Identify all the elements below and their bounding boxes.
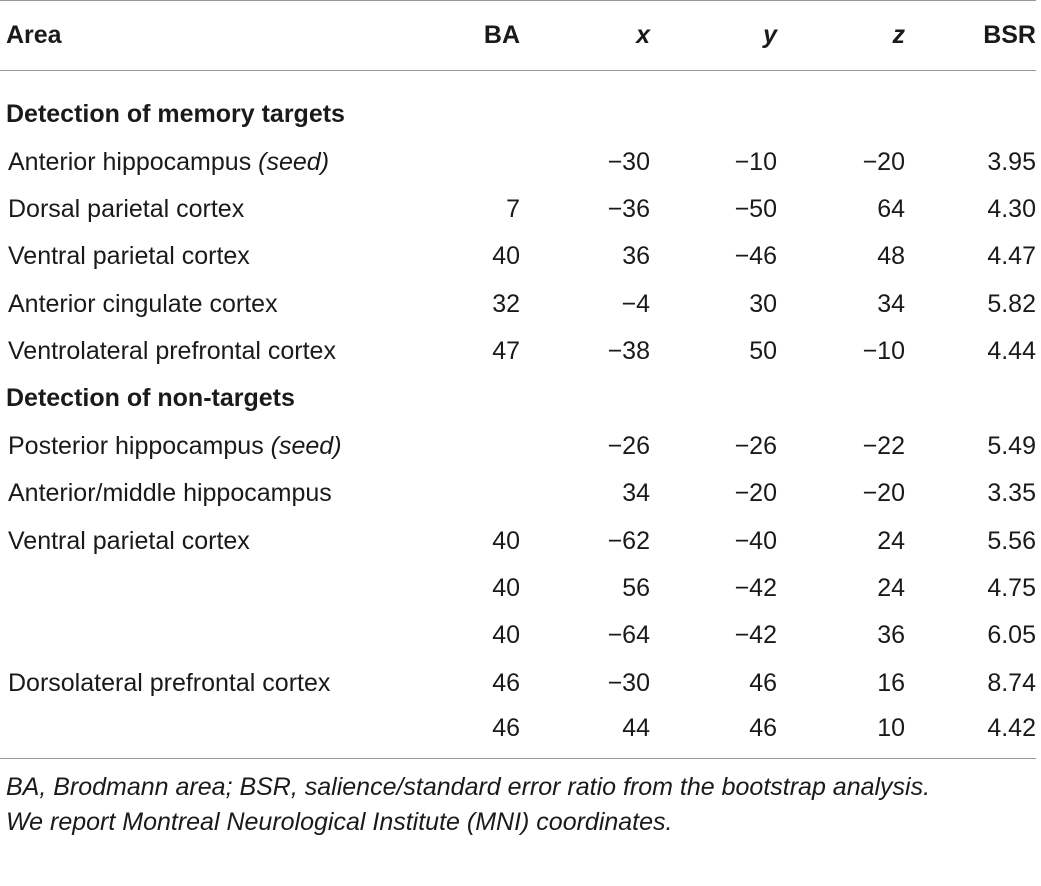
cell-bsr: 4.44: [987, 336, 1036, 365]
cell-x: −36: [607, 194, 650, 223]
cell-y: 46: [749, 668, 777, 697]
cell-area: [0, 565, 420, 612]
area-name: Posterior hippocampus: [8, 432, 264, 461]
section-title: Detection of memory targets: [6, 100, 345, 129]
table-row: [0, 280, 1036, 327]
cell-z: −10: [862, 336, 905, 365]
table-row: [0, 470, 1036, 517]
cell-bsr: 4.30: [987, 194, 1036, 223]
header-x: x: [636, 21, 650, 49]
cell-z: 16: [877, 668, 905, 697]
cell-bsr: 4.42: [987, 714, 1036, 743]
cell-ba: 46: [492, 668, 520, 697]
cell-area: [0, 470, 420, 517]
header-row: [0, 1, 1036, 71]
cell-y: −20: [734, 479, 777, 508]
cell-area: [0, 139, 420, 186]
cell-y: −50: [734, 194, 777, 223]
cell-x: −30: [607, 668, 650, 697]
cell-bsr: 5.82: [987, 289, 1036, 318]
cell-ba: [420, 470, 520, 517]
cell-y: −42: [734, 621, 777, 650]
table-row: [0, 233, 1036, 280]
table-row: [0, 139, 1036, 186]
area-name: Dorsolateral prefrontal cortex: [8, 668, 331, 697]
area-name: Dorsal parietal cortex: [8, 194, 245, 223]
cell-bsr: 8.74: [987, 668, 1036, 697]
cell-area: [0, 423, 420, 470]
area-name: Ventral parietal cortex: [8, 242, 250, 271]
header-z: z: [892, 21, 905, 49]
cell-x: 34: [622, 479, 650, 508]
area-name: Ventrolateral prefrontal cortex: [8, 336, 336, 365]
cell-ba: 32: [492, 289, 520, 318]
cell-z: 64: [877, 194, 905, 223]
table-header: [0, 1, 1036, 71]
cell-x: 56: [622, 574, 650, 603]
table-row: [0, 328, 1036, 375]
table-body: [0, 71, 1036, 759]
cell-z: −20: [862, 147, 905, 176]
cell-area: [0, 186, 420, 233]
table-row: [0, 186, 1036, 233]
section-header-row: [0, 71, 1036, 139]
table-row: [0, 612, 1036, 659]
cell-y: 30: [749, 289, 777, 318]
cell-z: −22: [862, 432, 905, 461]
cell-z: 34: [877, 289, 905, 318]
table-row: [0, 565, 1036, 612]
header-ba: BA: [483, 21, 520, 49]
area-name: Anterior hippocampus: [8, 147, 252, 176]
table-row: [0, 518, 1036, 565]
cell-z: −20: [862, 479, 905, 508]
cell-ba: [420, 423, 520, 470]
cell-x: −26: [607, 432, 650, 461]
cell-x: −64: [607, 621, 650, 650]
cell-ba: 47: [492, 336, 520, 365]
table-row: [0, 707, 1036, 759]
cell-y: −10: [734, 147, 777, 176]
seed-label: (seed): [270, 432, 342, 461]
section-header-row: [0, 375, 1036, 423]
cell-area: [0, 233, 420, 280]
cell-bsr: 5.56: [987, 526, 1036, 555]
table-row: [0, 423, 1036, 470]
cell-z: 24: [877, 574, 905, 603]
cell-bsr: 5.49: [987, 432, 1036, 461]
cell-area: [0, 280, 420, 327]
area-name: Anterior/middle hippocampus: [8, 479, 332, 508]
table-footnotes: [6, 770, 1034, 840]
cell-bsr: 3.35: [987, 479, 1036, 508]
cell-x: −4: [621, 289, 650, 318]
cell-z: 48: [877, 242, 905, 271]
cell-ba: 7: [506, 194, 520, 223]
cell-area: [0, 659, 420, 706]
cell-area: [0, 707, 420, 759]
cell-x: −62: [607, 526, 650, 555]
cell-ba: [420, 139, 520, 186]
footnote-abbreviations: BA, Brodmann area; BSR, salience/standard error ratio from the bootstrap analysis.: [6, 773, 931, 801]
cell-z: 10: [877, 714, 905, 743]
cell-ba: 40: [492, 526, 520, 555]
cell-area: [0, 518, 420, 565]
cell-area: [0, 328, 420, 375]
cell-z: 24: [877, 526, 905, 555]
cell-y: 46: [749, 714, 777, 743]
cell-ba: 40: [492, 574, 520, 603]
cell-z: 36: [877, 621, 905, 650]
header-bsr: BSR: [983, 21, 1036, 49]
table-row: [0, 659, 1036, 706]
cell-x: 36: [622, 242, 650, 271]
cell-x: 44: [622, 714, 650, 743]
header-area: Area: [6, 21, 62, 49]
area-name: Ventral parietal cortex: [8, 526, 250, 555]
cell-x: −38: [607, 336, 650, 365]
footnote-coordinates: We report Montreal Neurological Institute (MNI) coordinates.: [6, 808, 673, 836]
cell-bsr: 4.75: [987, 574, 1036, 603]
cell-ba: 46: [492, 714, 520, 743]
seed-label: (seed): [258, 147, 330, 176]
header-y: y: [763, 21, 777, 49]
cell-x: −30: [607, 147, 650, 176]
cell-y: −42: [734, 574, 777, 603]
cell-ba: 40: [492, 621, 520, 650]
cell-y: −46: [734, 242, 777, 271]
cell-bsr: 3.95: [987, 147, 1036, 176]
cell-area: [0, 612, 420, 659]
cell-y: 50: [749, 336, 777, 365]
area-name: Anterior cingulate cortex: [8, 289, 278, 318]
cell-bsr: 4.47: [987, 242, 1036, 271]
cell-y: −26: [734, 432, 777, 461]
cell-y: −40: [734, 526, 777, 555]
cell-ba: 40: [492, 242, 520, 271]
cell-bsr: 6.05: [987, 621, 1036, 650]
section-title: Detection of non-targets: [6, 384, 295, 413]
